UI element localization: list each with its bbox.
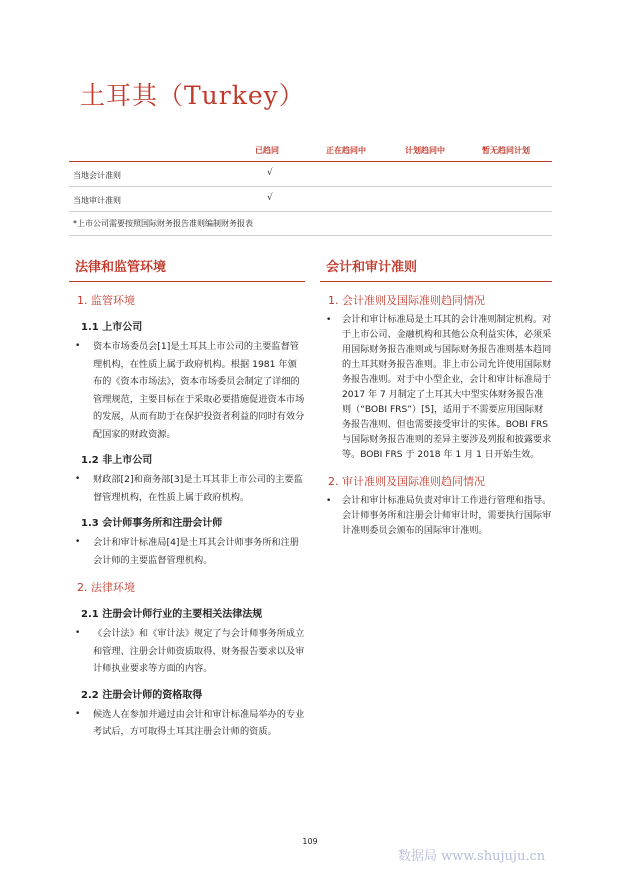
listed-heading: 1.1 上市公司 <box>81 322 143 333</box>
row-label: 当地会计准则 <box>73 171 121 180</box>
list-item <box>69 706 305 741</box>
bullet-icon: • <box>75 537 81 547</box>
firms-heading: 1.3 会计师事务所和注册会计师 <box>81 518 223 529</box>
list-item <box>69 338 305 443</box>
list-item <box>320 494 552 539</box>
list-item-text: 会计和审计标准局负责对审计工作进行管理和指导。会计师事务所和注册会计师审计时，需要执行国际审计准则委员会颁布的国际审计准则。 <box>342 496 552 536</box>
bullet-icon: • <box>75 341 81 351</box>
regulatory-heading: 1. 监管环境 <box>77 294 135 307</box>
table-row <box>69 187 552 212</box>
list-item-text: 财政部[2]和商务部[3]是土耳其非上市公司的主要监督管理机构，在性质上属于政府机构。 <box>93 474 303 503</box>
bullet-icon: • <box>75 474 81 484</box>
legal-column <box>69 248 305 741</box>
standards-column <box>320 248 552 539</box>
check-mark: √ <box>267 193 273 203</box>
legal-section-heading: 法律和监管环境 <box>69 248 305 282</box>
header-converged: 已趋同 <box>255 146 279 155</box>
bullet-icon: • <box>326 315 332 325</box>
page-number: 109 <box>302 837 318 846</box>
header-no-plan: 暂无趋同计划 <box>482 146 530 155</box>
table-header <box>69 140 552 162</box>
list-item-text: 会计和审计标准局[4]是土耳其会计师事务所和注册会计师的主要监督管理机构。 <box>93 537 299 566</box>
list-item <box>69 534 305 569</box>
header-planned: 计划趋同中 <box>405 146 445 155</box>
bullet-icon: • <box>75 628 81 638</box>
convergence-table <box>69 140 552 236</box>
qualification-heading: 2.2 注册会计师的资格取得 <box>81 689 203 701</box>
watermark: 数据局 www.shujuju.cn <box>398 849 546 864</box>
accounting-heading: 1. 会计准则及国际准则趋同情况 <box>328 294 485 307</box>
unlisted-heading: 1.2 非上市公司 <box>81 455 153 466</box>
bullet-icon: • <box>326 496 332 506</box>
list-item <box>69 625 305 678</box>
check-mark: √ <box>267 168 273 178</box>
laws-heading: 2.1 注册会计师行业的主要相关法律法规 <box>81 609 263 620</box>
row-label: 当地审计准则 <box>73 196 121 205</box>
table-note <box>69 212 552 236</box>
table-row <box>69 162 552 187</box>
list-item-text: 《会计法》和《审计法》规定了与会计师事务所成立和管理、注册会计师资质取得、财务报告要求以及审计师执业要求等方面的内容。 <box>93 628 305 674</box>
list-item <box>320 313 552 463</box>
list-item-text: 资本市场委员会[1]是土耳其上市公司的主要监督管理机构，在性质上属于政府机构。根据 1981 年颁布的《资本市场法》，资本市场委员会制定了详细的管理规范，主要目标在于采取必要措施促进资本市场的发展，从而有助于在保护投资者利益的同时有效分配国家的财政资源。 <box>93 341 305 440</box>
header-converging: 正在趋同中 <box>326 146 366 155</box>
auditing-heading: 2. 审计准则及国际准则趋同情况 <box>328 475 485 488</box>
page-title: 土耳其（Turkey） <box>80 81 305 110</box>
legal-env-heading: 2. 法律环境 <box>77 581 135 594</box>
list-item-text: 会计和审计标准局是土耳其的会计准则制定机构。对于上市公司、金融机构和其他公众利益实体，必须采用国际财务报告准则或与国际财务报告准则基本趋同的土耳其财务报告准则。非上市公司允许使用国际财务报告准则。对于中小型企业，会计和审计标准局于 2017 年 7 月制定了土耳其大中型实体财务报告准则（“BOBI FRS”）[5]，适用于不需要应用国际财务报告准则、但也需要接受审计的实体。BOBI FRS 与国际财务报告准则的差异主要涉及列报和披露要求等。BOBI FRS 于 2018 年 1 月 1 日开始生效。 <box>342 315 552 460</box>
list-item <box>69 471 305 506</box>
bullet-icon: • <box>75 708 81 719</box>
list-item-text: 候选人在参加并通过由会计和审计标准局举办的专业考试后，方可取得土耳其注册会计师的资质。 <box>93 708 305 737</box>
table-note-text: *上市公司需要按照国际财务报告准则编制财务报表 <box>73 219 253 228</box>
standards-section-heading: 会计和审计准则 <box>320 248 552 282</box>
